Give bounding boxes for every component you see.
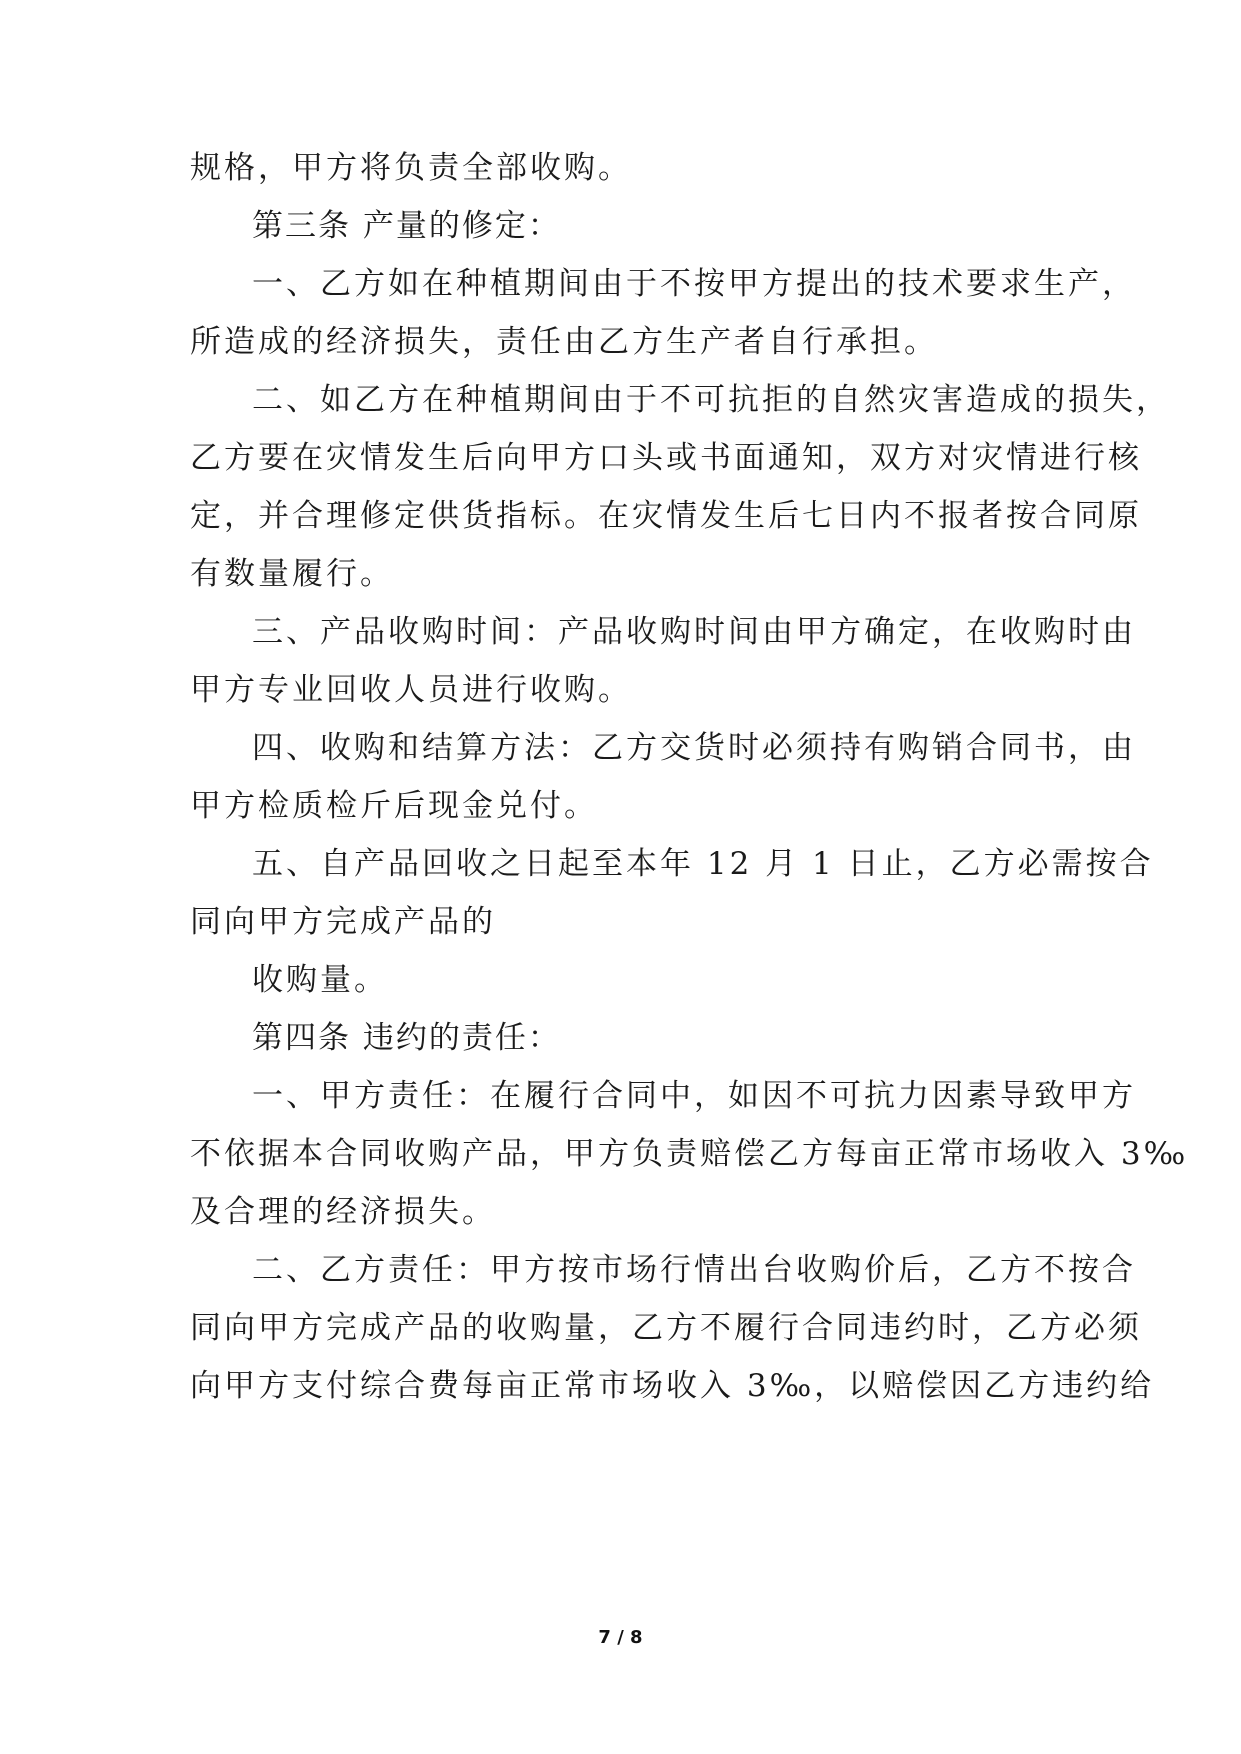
text-line-3: 一、乙方如在种植期间由于不按甲方提出的技术要求生产，: [252, 266, 1136, 302]
text-line-19: 及合理的经济损失。: [190, 1194, 496, 1230]
text-line-21: 同向甲方完成产品的收购量，乙方不履行合同违约时，乙方必须: [190, 1310, 1142, 1346]
text-line-22: 向甲方支付综合费每亩正常市场收入 3‰，以赔偿因乙方违约给: [190, 1368, 1155, 1404]
text-line-14: 同向甲方完成产品的: [190, 904, 496, 940]
text-line-6: 乙方要在灾情发生后向甲方口头或书面通知，双方对灾情进行核: [190, 440, 1142, 476]
article-3-heading: 第三条 产量的修定：: [252, 208, 561, 244]
text-line-1: 规格，甲方将负责全部收购。: [190, 150, 632, 186]
text-line-13: 五、自产品回收之日起至本年 12 月 1 日止，乙方必需按合: [252, 846, 1154, 882]
text-line-20: 二、乙方责任：甲方按市场行情出台收购价后，乙方不按合: [252, 1252, 1136, 1288]
text-line-7: 定，并合理修定供货指标。在灾情发生后七日内不报者按合同原: [190, 498, 1142, 534]
page-number: 7 / 8: [598, 1627, 643, 1648]
text-line-5: 二、如乙方在种植期间由于不可抗拒的自然灾害造成的损失，: [252, 382, 1170, 418]
text-line-17: 一、甲方责任：在履行合同中，如因不可抗力因素导致甲方: [252, 1078, 1136, 1114]
text-line-4: 所造成的经济损失，责任由乙方生产者自行承担。: [190, 324, 938, 360]
text-line-11: 四、收购和结算方法：乙方交货时必须持有购销合同书，由: [252, 730, 1136, 766]
text-line-9: 三、产品收购时间：产品收购时间由甲方确定，在收购时由: [252, 614, 1136, 650]
text-line-18: 不依据本合同收购产品，甲方负责赔偿乙方每亩正常市场收入 3‰: [190, 1136, 1189, 1172]
text-line-15: 收购量。: [252, 962, 388, 998]
text-line-8: 有数量履行。: [190, 556, 394, 592]
text-line-12: 甲方检质检斤后现金兑付。: [190, 788, 598, 824]
text-line-10: 甲方专业回收人员进行收购。: [190, 672, 632, 708]
article-4-heading: 第四条 违约的责任：: [252, 1020, 561, 1056]
